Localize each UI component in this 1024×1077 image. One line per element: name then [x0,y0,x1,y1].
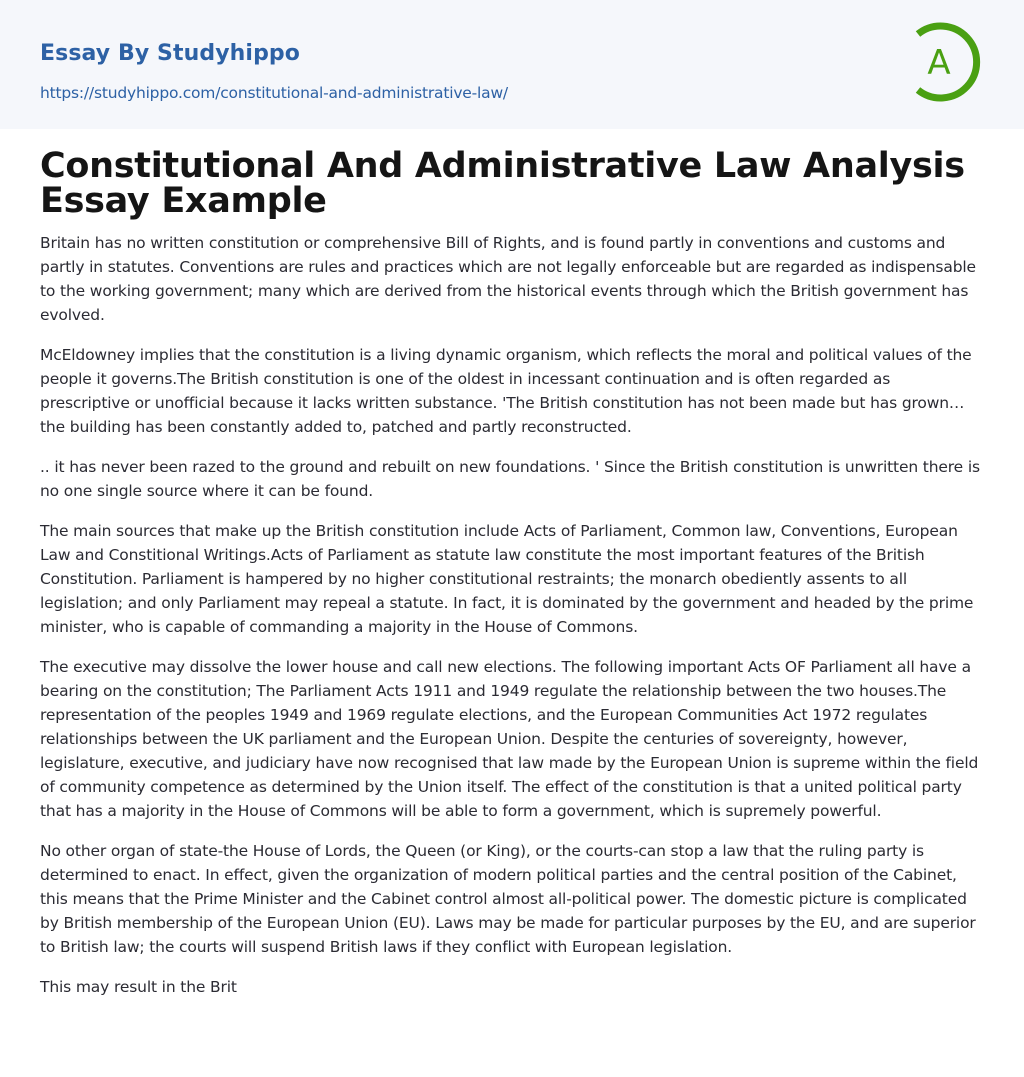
essay-paragraph: .. it has never been razed to the ground and rebuilt on new foundations. ' Since the British constitution is unwritten there is no one single source where it can be found. [40,458,980,500]
svg-text:A: A [927,43,951,83]
studyhippo-logo[interactable] [912,18,988,106]
essay-paragraph: The executive may dissolve the lower house and call new elections. The following important Acts OF Parliament all have a bearing on the constitution; The Parliament Acts 1911 and 1949 regulate the relationship between the two houses.The representation of the peoples 1949 and 1969 regulate elections, and the European Communities Act 1972 regulates relationships between the UK parliament and the European Union. Despite the centuries of sovereignty, however, legislature, executive, and judiciary have now recognised that law made by the European Union is supreme within the field of community competence as determined by the Union itself. The effect of the constitution is that a united political party that has a majority in the House of Commons will be able to form a government, which is supremely powerful. [40,658,979,820]
site-header [0,0,1024,129]
essay-paragraph: McEldowney implies that the constitution is a living dynamic organism, which reflects the moral and political values of the people it governs.The British constitution is one of the oldest in incessant continuation and is often regarded as prescriptive or unofficial because it lacks written substance. 'The British constitution has not been made but has grown… the building has been constantly added to, patched and partly reconstructed. [40,346,972,436]
essay-url-link[interactable]: https://studyhippo.com/constitutional-and-administrative-law/ [40,84,508,102]
essay-paragraph: The main sources that make up the British constitution include Acts of Parliament, Common law, Conventions, European Law and Constitional Writings.Acts of Parliament as statute law constitute the most important features of the British Constitution. Parliament is hampered by no higher constitutional restraints; the monarch obediently assents to all legislation; and only Parliament may repeal a statute. In fact, it is dominated by the government and headed by the prime minister, who is capable of commanding a majority in the House of Commons. [40,522,974,636]
page-title: Constitutional And Administrative Law Analysis Essay Example [40,146,965,221]
essay-content [0,129,1024,1055]
essay-paragraph: Britain has no written constitution or comprehensive Bill of Rights, and is found partly in conventions and customs and partly in statutes. Conventions are rules and practices which are not legally enforceable but are regarded as indispensable to the working government; many which are derived from the historical events through which the British government has evolved. [40,234,976,324]
site-title-link[interactable]: Essay By Studyhippo [40,41,300,66]
logo-a-icon [912,18,988,106]
essay-paragraph: No other organ of state-the House of Lords, the Queen (or King), or the courts-can stop a law that the ruling party is determined to enact. In effect, given the organization of modern political parties and the central position of the Cabinet, this means that the Prime Minister and the Cabinet control almost all-political power. The domestic picture is complicated by British membership of the European Union (EU). Laws may be made for particular purposes by the EU, and are superior to British law; the courts will suspend British laws if they conflict with European legislation. [40,842,976,956]
essay-paragraph-truncated: This may result in the Brit [40,978,237,996]
